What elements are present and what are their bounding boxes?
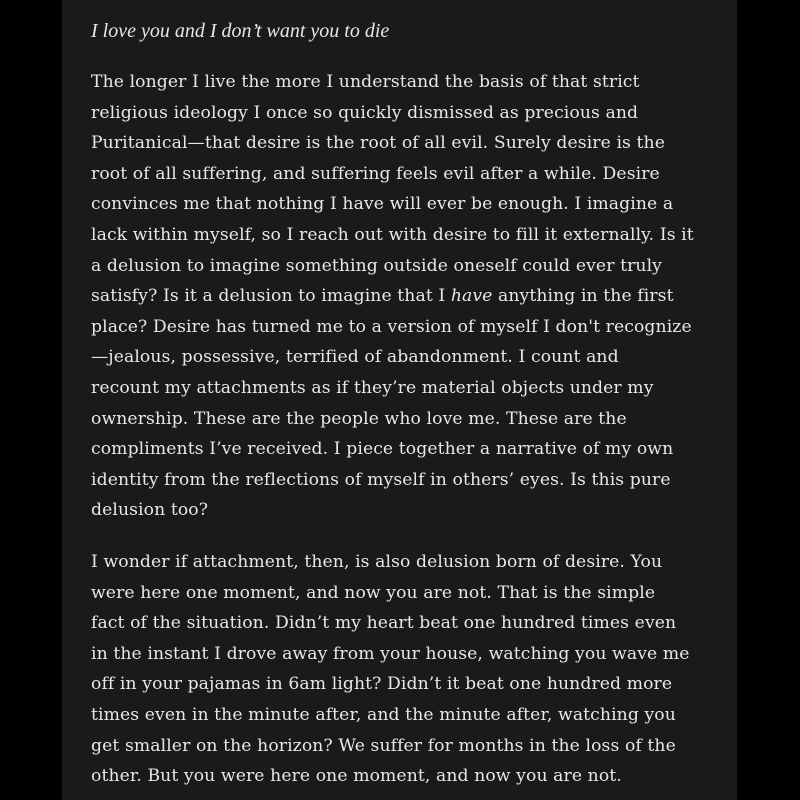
- epigraph: I love you and I don’t want you to die: [91, 20, 390, 42]
- text-line: were here one moment, and now you are not. That is the simple: [91, 582, 656, 603]
- text-line: ownership. These are the people who love me. These are the: [91, 408, 627, 429]
- text-segment: satisfy? Is it a delusion to imagine that I: [91, 286, 451, 307]
- text-line: times even in the minute after, and the minute after, watching you: [91, 704, 676, 725]
- text-line: recount my attachments as if they’re material objects under my: [91, 377, 654, 398]
- text-line: off in your pajamas in 6am light? Didn’t it beat one hundred more: [91, 674, 673, 695]
- paragraph-1: [91, 67, 731, 526]
- text-line: a delusion to imagine something outside oneself could ever truly: [91, 255, 662, 276]
- paragraph-2: [91, 547, 731, 792]
- text-line: other. But you were here one moment, and now you are not.: [91, 766, 622, 787]
- text-line: convinces me that nothing I have will ever be enough. I imagine a: [91, 194, 674, 215]
- text-line: in the instant I drove away from your house, watching you wave me: [91, 643, 690, 664]
- text-line: [91, 281, 731, 312]
- text-line: compliments I’ve received. I piece together a narrative of my own: [91, 439, 674, 460]
- text-line: lack within myself, so I reach out with desire to fill it externally. Is it: [91, 224, 694, 245]
- emphasis-text: have: [450, 286, 493, 307]
- text-line: root of all suffering, and suffering feels evil after a while. Desire: [91, 163, 660, 184]
- text-line: religious ideology I once so quickly dismissed as precious and: [91, 102, 639, 123]
- text-line: place? Desire has turned me to a version of myself I don't recognize: [91, 316, 692, 337]
- text-line: identity from the reflections of myself in others’ eyes. Is this pure: [91, 469, 671, 490]
- text-line: I wonder if attachment, then, is also delusion born of desire. You: [91, 552, 663, 572]
- text-line: The longer I live the more I understand the basis of that strict: [91, 72, 640, 92]
- text-line: fact of the situation. Didn’t my heart beat one hundred times even: [91, 613, 677, 634]
- document-page: [62, 0, 737, 800]
- text-segment: anything in the first: [492, 286, 674, 307]
- text-line: —jealous, possessive, terrified of abandonment. I count and: [91, 347, 619, 368]
- text-line: Puritanical—that desire is the root of all evil. Surely desire is the: [91, 133, 665, 154]
- text-line: get smaller on the horizon? We suffer for months in the loss of the: [91, 735, 676, 756]
- text-line: delusion too?: [91, 500, 209, 521]
